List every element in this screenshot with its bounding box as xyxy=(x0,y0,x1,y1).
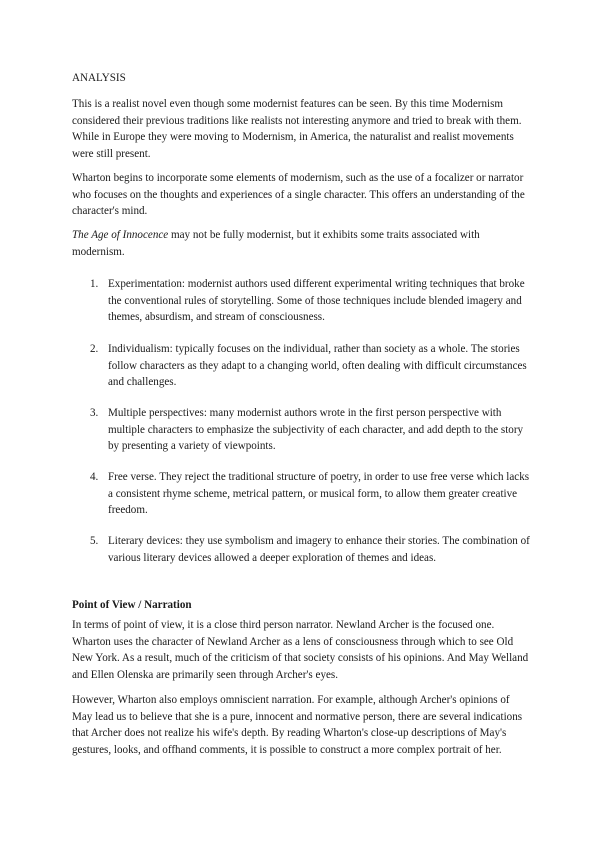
book-title: The Age of Innocence xyxy=(72,229,169,241)
paragraph-wharton-modernism: Wharton begins to incorporate some elements of modernism, such as the use of a focalizer or narrator who focuses on the thoughts and experiences of a single character. This offers an understanding of the character's mind. xyxy=(72,172,525,217)
list-number: 3. xyxy=(90,407,99,419)
list-number: 1. xyxy=(90,278,99,290)
list-text: Literary devices: they use symbolism and imagery to enhance their stories. The combination of various literary devices allowed a deeper exploration of themes and ideas. xyxy=(108,535,530,564)
document-title: ANALYSIS xyxy=(72,72,126,84)
list-number: 5. xyxy=(90,535,99,547)
list-number: 2. xyxy=(90,343,99,355)
paragraph-age-of-innocence xyxy=(72,227,532,260)
paragraph-point-of-view: In terms of point of view, it is a close third person narrator. Newland Archer is the focused one. Wharton uses the character of Newland Archer as a lens of consciousness through which to see Old New York. As a result, much of the criticism of that society consists of his opinions. And May Welland and Ellen Olenska are primarily seen through Archer's eyes. xyxy=(72,619,529,681)
section-heading: Point of View / Narration xyxy=(72,599,192,611)
paragraph-realist-novel: This is a realist novel even though some modernist features can be seen. By this time Modernism considered their previous traditions like realists not interesting anymore and tried to break with them. While in Europe they were moving to Modernism, in America, the naturalist and realist movements were still present. xyxy=(72,98,522,160)
list-number: 4. xyxy=(90,471,99,483)
list-text: Experimentation: modernist authors used different experimental writing techniques that broke the conventional rules of storytelling. Some of those techniques include blended imagery and themes, absurdism, and stream of consciousness. xyxy=(108,278,525,323)
paragraph-omniscient-narration: However, Wharton also employs omniscient narration. For example, although Archer's opinions of May lead us to believe that she is a pure, innocent and normative person, there are several indications that Archer does not realize his wife's depth. By reading Wharton's close-up descriptions of May's gestures, looks, and offhand comments, it is possible to construct a more complex portrait of her. xyxy=(72,694,523,756)
list-text: Multiple perspectives: many modernist authors wrote in the first person perspective with multiple characters to emphasize the subjectivity of each character, and add depth to the story by presenting a variety of viewpoints. xyxy=(108,407,524,452)
list-text: Free verse. They reject the traditional structure of poetry, in order to use free verse which lacks a consistent rhyme scheme, metrical pattern, or musical form, to allow them greater creative freedom. xyxy=(108,471,530,516)
list-text: Individualism: typically focuses on the individual, rather than society as a whole. The stories follow characters as they adapt to a changing world, often dealing with difficult circumstances and challenges. xyxy=(108,343,527,388)
paragraph-age-of-innocence-text: may not be fully modernist, but it exhibits some traits associated with modernism. xyxy=(72,229,480,258)
